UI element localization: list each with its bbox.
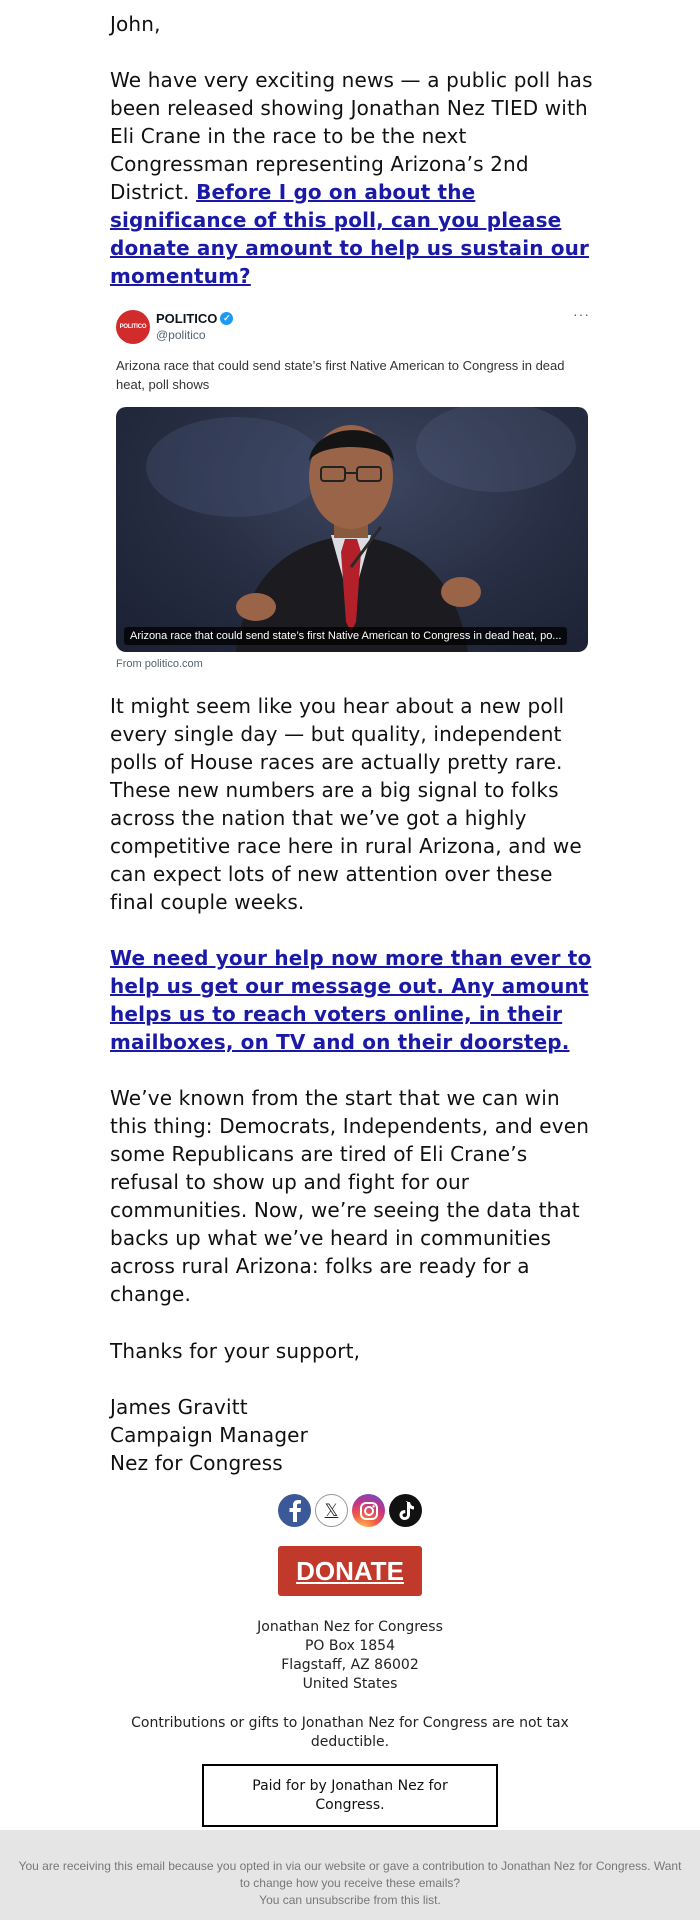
signature-title: Campaign Manager (110, 1423, 309, 1447)
paid-for-box (202, 1764, 498, 1827)
tweet-handle[interactable]: @politico (156, 328, 206, 342)
tweet-link-card-image[interactable] (116, 407, 588, 652)
greeting: John, (110, 12, 161, 36)
paragraph-win: We’ve known from the start that we can win this thing: Democrats, Independents, and even some Republicans are tired of Eli Crane’s refusal to show up and fight for our communities. Now, we’re seeing the data that backs up what we’ve heard in communities across rural Arizona: folks are ready for a change. (110, 1086, 590, 1306)
signature (110, 1393, 308, 1477)
intro-text: We have very exciting news — a public poll has been released showing Jonathan Nez TIED with Eli Crane in the race to be the next Congressman representing Arizona’s 2nd District. (110, 68, 593, 204)
donate-link-momentum[interactable]: Before I go on about the significance of this poll, can you please donate any amount to help us sustain our momentum? (110, 180, 589, 288)
donate-link-help[interactable]: We need your help now more than ever to help us get our message out. Any amount helps us to reach voters online, in their mailboxes, on TV and on their doorstep. (110, 946, 592, 1054)
address-line-1: Jonathan Nez for Congress (257, 1619, 443, 1635)
paid-for-text: Paid for by Jonathan Nez for Congress. (252, 1777, 448, 1813)
address-line-3: Flagstaff, AZ 86002 (281, 1657, 419, 1673)
signature-org: Nez for Congress (110, 1451, 283, 1475)
tweet-author[interactable] (156, 311, 233, 326)
mailing-address (110, 1618, 590, 1694)
speaker-photo (116, 407, 588, 652)
embedded-tweet[interactable] (110, 298, 590, 678)
link-card-caption: Arizona race that could send state’s first Native American to Congress in dead heat, po... (124, 627, 567, 645)
tax-disclaimer: Contributions or gifts to Jonathan Nez for Congress are not tax deductible. (131, 1715, 569, 1750)
unsubscribe-link[interactable]: You can unsubscribe from this list. (259, 1893, 441, 1907)
paragraph-help (110, 944, 600, 1056)
instagram-icon[interactable] (352, 1494, 385, 1527)
closing: Thanks for your support, (110, 1339, 361, 1363)
politico-avatar: POLITICO (116, 310, 150, 344)
tiktok-icon[interactable] (389, 1494, 422, 1527)
x-icon[interactable]: 𝕏 (315, 1494, 348, 1527)
link-source[interactable]: From politico.com (116, 658, 203, 670)
signature-name: James Gravitt (110, 1395, 248, 1419)
verified-badge-icon: ✓ (220, 312, 233, 325)
facebook-icon[interactable] (278, 1494, 311, 1527)
donate-button[interactable]: DONATE (278, 1546, 422, 1596)
footer-optin-text: You are receiving this email because you opted in via our website or gave a contribution to Jonathan Nez for Congress. Want to change how you receive these emails? (18, 1859, 682, 1890)
more-options-icon[interactable]: ··· (573, 306, 590, 322)
address-line-2: PO Box 1854 (304, 1638, 395, 1654)
paragraph-intro (110, 66, 600, 290)
tweet-author-name: POLITICO (156, 311, 218, 326)
social-links (278, 1494, 422, 1527)
address-line-4: United States (302, 1676, 398, 1692)
paragraph-poll: It might seem like you hear about a new poll every single day — but quality, independent polls of House races are actually pretty rare. These new numbers are a big signal to folks across the nation that we’ve got a highly competitive race here in rural Arizona, and we can expect lots of new attention over these final couple weeks. (110, 694, 582, 914)
tweet-text: Arizona race that could send state’s first Native American to Congress in dead heat, poll shows (116, 358, 565, 392)
email-footer (0, 1830, 700, 1920)
